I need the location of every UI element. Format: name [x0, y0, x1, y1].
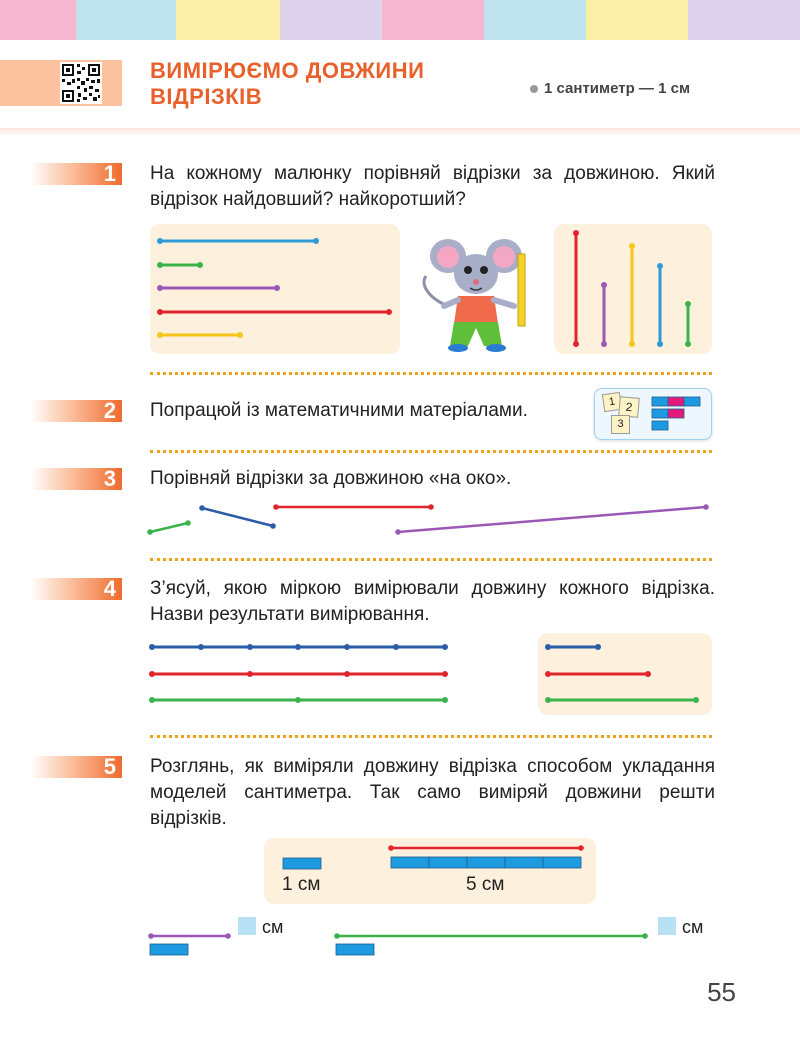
task-number-tab — [30, 400, 122, 422]
answer-box-right[interactable] — [658, 917, 676, 935]
task-2-text: Попрацюй із математичними матеріалами. — [150, 400, 528, 421]
qr-code-icon[interactable] — [60, 62, 102, 104]
task-5-text: Розглянь, як виміряли довжину відрізка способом укладання моделей сантиметра. Так само виміряй довжини решти відрізків. — [150, 756, 715, 829]
unit-label-right: см — [682, 917, 704, 937]
task-4-text: З’ясуй, якою міркою вимірювали довжину кожного відрізка. Назви результати вимірювання. — [150, 578, 715, 625]
bullet-icon — [530, 85, 538, 93]
section-divider — [150, 558, 712, 561]
cm-model — [336, 944, 374, 955]
number-card: 1 — [602, 392, 622, 412]
section-divider — [150, 735, 712, 738]
title-line-1: ВИМІРЮЄМО ДОВЖИНИ — [150, 58, 425, 83]
cm-model — [391, 857, 429, 868]
label-5cm: 5 см — [466, 874, 505, 895]
unit-label-left: см — [262, 917, 284, 937]
task-3-text: Порівняй відрізки за довжиною «на око». — [150, 468, 512, 489]
measured-segments — [140, 635, 460, 715]
task-number-tab — [30, 756, 122, 778]
task-number: 2 — [103, 398, 116, 423]
segment-green — [150, 523, 188, 532]
cm-model — [543, 857, 581, 868]
cm-model — [150, 944, 188, 955]
stripe — [176, 0, 280, 40]
number-card: 3 — [611, 415, 630, 434]
task-number: 3 — [103, 466, 116, 491]
unit-note — [530, 80, 690, 97]
task-number: 5 — [103, 754, 116, 779]
vertical-segments — [554, 224, 712, 354]
stripe — [688, 0, 800, 40]
eye-comparison-segments — [140, 495, 720, 545]
task-number: 1 — [103, 161, 116, 186]
stripe — [76, 0, 176, 40]
cm-model — [467, 857, 505, 868]
task-1-text: На кожному малюнку порівняй відрізки за довжиною. Який відрізок найдовший? найкоротший? — [150, 163, 715, 210]
section-divider — [150, 450, 712, 453]
mouse-illustration — [418, 236, 538, 354]
cm-model — [429, 857, 467, 868]
header-underline — [0, 128, 800, 136]
task-number-tab — [30, 163, 122, 185]
segment-dark-blue — [202, 508, 273, 526]
stripe — [280, 0, 382, 40]
label-1cm: 1 см — [282, 874, 321, 895]
task-number: 4 — [103, 576, 116, 601]
stripe — [382, 0, 484, 40]
page-number: 55 — [707, 977, 736, 1007]
section-divider — [150, 372, 712, 375]
page-title — [150, 58, 490, 110]
horizontal-segments — [150, 224, 400, 354]
colored-strips-icon — [650, 395, 704, 433]
number-card: 2 — [618, 396, 640, 418]
task-number-tab — [30, 468, 122, 490]
cm-model — [283, 858, 321, 869]
task-number-tab — [30, 578, 122, 600]
stripe — [586, 0, 688, 40]
title-line-2: ВІДРІЗКІВ — [150, 84, 263, 109]
stripe — [0, 0, 76, 40]
measure-units — [538, 633, 712, 715]
segment-purple — [398, 507, 706, 532]
answer-box-left[interactable] — [238, 917, 256, 935]
cm-model — [505, 857, 543, 868]
answer-segments — [140, 925, 660, 959]
unit-note-text: 1 сантиметр — 1 см — [544, 80, 691, 97]
stripe — [484, 0, 586, 40]
